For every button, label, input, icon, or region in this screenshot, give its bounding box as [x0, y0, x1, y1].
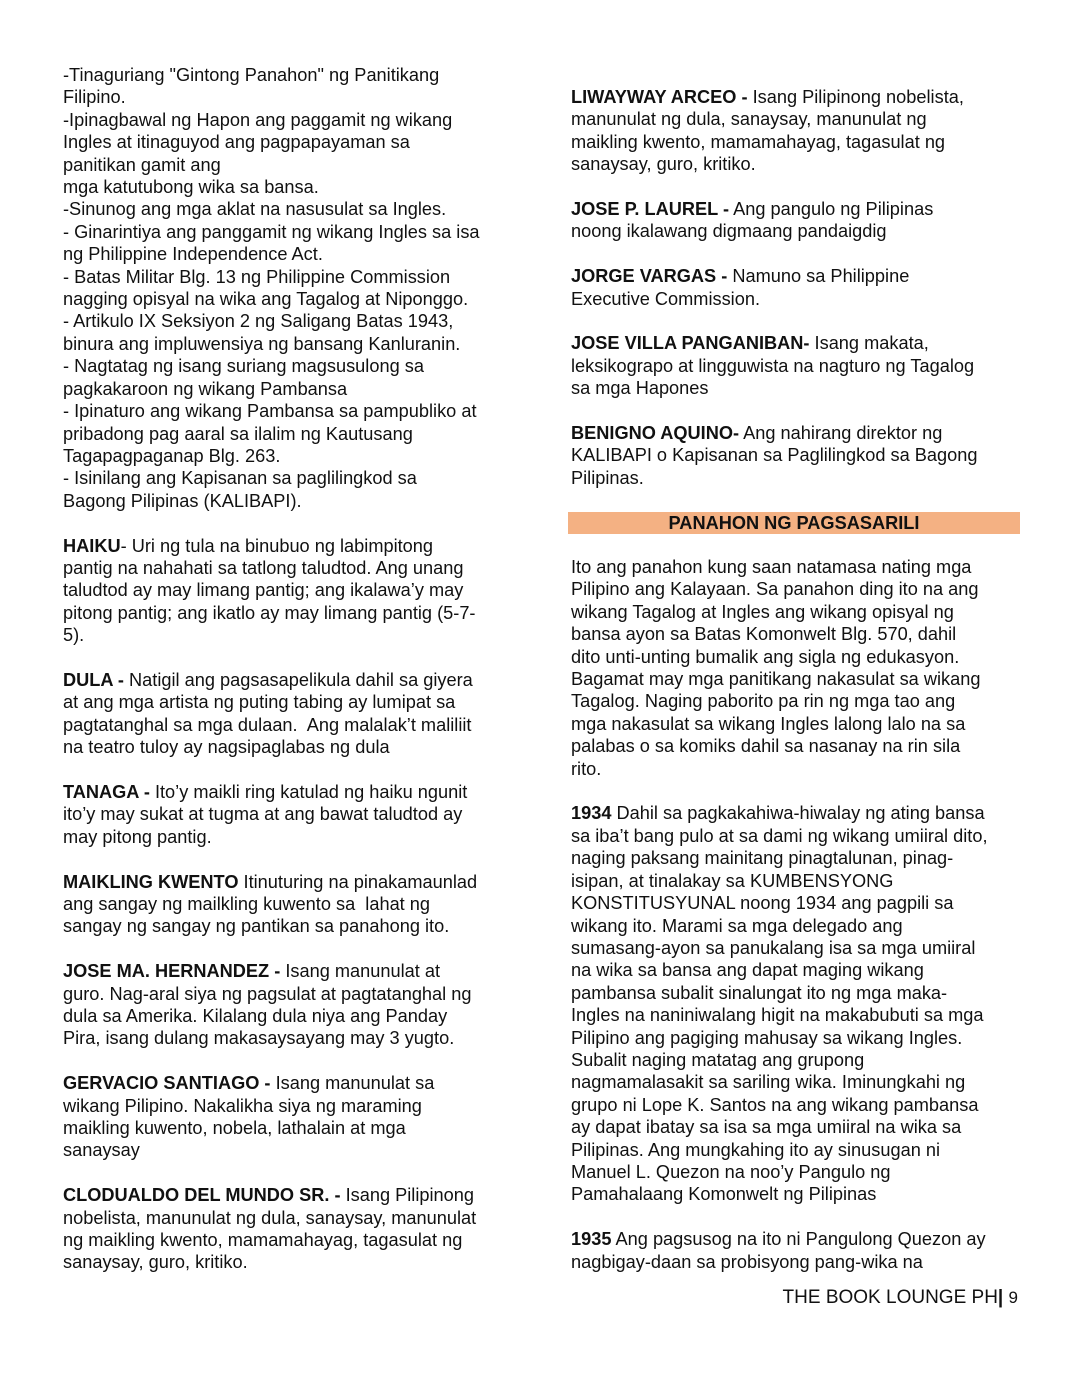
bullet-line: panitikan gamit ang: [63, 154, 221, 175]
entry-term: MAIKLING KWENTO: [63, 871, 239, 892]
entry-text: na wika sa bansa ang dapat maging wikang: [571, 960, 924, 981]
entry-text: Ang nahirang direktor ng: [743, 423, 943, 444]
entry-text: Isang Pilipinong nobelista,: [752, 87, 964, 107]
paragraph-gap: [63, 938, 513, 960]
footer-brand: THE BOOK LOUNGE PH: [782, 1287, 998, 1308]
entry-text: manunulat ng dula, sanaysay, manunulat ng: [571, 109, 927, 130]
bullet-line: Tagapagpaganap Blg. 263.: [63, 445, 281, 466]
paragraph-gap: [571, 780, 1019, 802]
text-entry: [63, 871, 513, 938]
entry-text: Isang manunulat sa: [275, 1073, 435, 1094]
text-line: palabas o sa komiks dahil sa nasanay na rin sila: [571, 736, 961, 757]
entry-term: TANAGA -: [63, 781, 150, 802]
entry-text: nobelista, manunulat ng dula, sanaysay, manunulat: [63, 1207, 477, 1228]
bullet-line: pribadong pag aaral sa ilalim ng Kautusang: [63, 423, 413, 444]
entry-text: taludtod ay may limang pantig; ang ikalawa’y may: [63, 580, 464, 601]
text-line: Tagalog. Naging paborito pa rin ng mga tao ang: [571, 691, 956, 712]
entry-text: Uri ng tula na binubuo ng labimpitong: [131, 535, 434, 556]
text-entry: [63, 781, 513, 848]
text-line: [571, 355, 1019, 377]
text-line: [571, 1116, 1019, 1138]
paragraph-gap: [571, 400, 1019, 422]
entry-text: Pamahalaang Komonwelt ng Pilipinas: [571, 1184, 877, 1205]
paragraph-gap: [63, 759, 513, 781]
bullet-line: nagging opisyal na wika ang Tagalog at Niponggo.: [63, 289, 469, 310]
entry-text: at ang mga artista ng puting tabing ay lumipat sa: [63, 692, 456, 713]
paragraph-gap: [571, 176, 1019, 198]
entry-text: na teatro tuloy ay nagsipaglabas ng dula: [63, 737, 390, 758]
entry-term: JOSE MA. HERNANDEZ -: [63, 961, 281, 982]
bullet-line: -Tinaguriang "Gintong Panahon" ng Panitikang: [63, 65, 440, 85]
text-line: [63, 871, 513, 893]
entry-text: Pilipinas.: [571, 467, 644, 488]
paragraph-gap: [63, 1162, 513, 1184]
paragraph-gap: [571, 1206, 1019, 1228]
text-line: [571, 959, 1019, 981]
text-line: [63, 1207, 513, 1229]
text-line: mga nakasulat sa wikang Ingles lalong lalo na sa: [571, 713, 966, 734]
text-line: [571, 288, 1019, 310]
entry-text: Subalit naging matatag ang grupong: [571, 1049, 865, 1070]
entry-term: DULA -: [63, 669, 124, 690]
text-line: [63, 714, 513, 736]
text-line: [63, 1184, 513, 1206]
bullet-line: mga katutubong wika sa bansa.: [63, 177, 319, 198]
text-line: [571, 1027, 1019, 1049]
text-line: [571, 467, 1019, 489]
text-entry: [571, 802, 1019, 1205]
entry-text: sa mga Hapones: [571, 378, 709, 399]
bullet-line: pagkakaroon ng wikang Pambansa: [63, 378, 348, 399]
text-line: [63, 826, 513, 848]
text-entry: [63, 535, 513, 647]
paragraph-gap: [571, 310, 1019, 332]
text-line: [63, 579, 513, 601]
entry-text: dula sa Amerika. Kilalang dula niya ang Panday: [63, 1005, 448, 1026]
entry-text: Executive Commission.: [571, 288, 761, 309]
text-line: [571, 1004, 1019, 1026]
paragraph-gap: [63, 512, 513, 534]
paragraph-gap: [571, 534, 1019, 556]
paragraph-gap: [571, 489, 1019, 511]
entry-text: Ingles na naniniwalang higit na makabubuti sa mga: [571, 1005, 984, 1026]
entry-text: Itinuturing na pinakamaunlad: [243, 871, 478, 892]
entry-text: maikling kuwento, nobela, lathalain at mga: [63, 1118, 406, 1138]
entry-text: Isang makata,: [814, 333, 929, 354]
entry-text: pitong pantig; ang ikatlo ay may limang pantig (5-7-: [63, 602, 476, 623]
entry-text: maikling kwento, mamamahayag, tagasulat ng: [571, 131, 946, 152]
text-line: [63, 1251, 513, 1273]
entry-separator: -: [120, 535, 132, 556]
entry-term: JOSE P. LAUREL -: [571, 199, 730, 220]
text-line: [63, 1117, 513, 1139]
bullet-line: Bagong Pilipinas (KALIBAPI).: [63, 490, 302, 511]
bullet-line: - Isinilang ang Kapisanan sa paglilingkod sa: [63, 468, 417, 489]
text-line: [63, 893, 513, 915]
entry-term: LIWAYWAY ARCEO -: [571, 87, 748, 107]
entry-text: sanaysay: [63, 1140, 140, 1161]
entry-text: may pitong pantig.: [63, 826, 212, 847]
entry-text: Pira, isang dulang makasaysayang may 3 yugto.: [63, 1028, 455, 1049]
bullet-line: Ingles at itinaguyod ang pagpapayaman sa: [63, 132, 410, 153]
bullet-line: - Batas Militar Blg. 13 ng Philippine Commission: [63, 266, 451, 287]
text-line: dito unti-unting bumalik ang sigla ng edukasyon.: [571, 646, 960, 667]
paragraph-gap: [571, 243, 1019, 265]
text-line: [571, 870, 1019, 892]
entry-term: JORGE VARGAS -: [571, 266, 728, 287]
text-line: [571, 108, 1019, 130]
text-line: [571, 377, 1019, 399]
entry-term: CLODUALDO DEL MUNDO SR. -: [63, 1185, 341, 1206]
text-line: [571, 153, 1019, 175]
bullet-line: - Ipinaturo ang wikang Pambansa sa pampubliko at: [63, 401, 477, 422]
bullet-line: -Ipinagbawal ng Hapon ang paggamit ng wikang: [63, 109, 453, 130]
entry-text: Ito’y maikli ring katulad ng haiku ngunit: [154, 781, 468, 802]
text-line: [571, 1094, 1019, 1116]
entry-text: sumasang-ayon sa panukalang isa sa mga umiiral: [571, 937, 976, 958]
text-line: [571, 1183, 1019, 1205]
text-line: [63, 602, 513, 624]
bullet-line: -Sinunog ang mga aklat na nasusulat sa Ingles.: [63, 199, 447, 220]
bullet-line: binura ang impluwensiya ng bansang Kanluranin.: [63, 333, 461, 354]
entry-term: BENIGNO AQUINO-: [571, 423, 740, 444]
entry-text: wikang ito. Marami sa mga delegado ang: [571, 915, 903, 936]
text-line: [571, 937, 1019, 959]
text-line: [571, 265, 1019, 287]
text-line: [63, 1139, 513, 1161]
entry-text: Pilipino ang pagiging mahusay sa wikang Ingles.: [571, 1027, 963, 1048]
text-entry: [571, 265, 1019, 310]
text-line: rito.: [571, 758, 602, 779]
entry-text: sa iba’t bang pulo at sa dami ng wikang umiiral dito,: [571, 825, 988, 846]
text-line: [571, 220, 1019, 242]
paragraph-gap: [63, 647, 513, 669]
entry-text: pambansa subalit sinalungat ito ng mga maka-: [571, 982, 948, 1003]
entry-text: wikang Pilipino. Nakalikha siya ng maraming: [63, 1095, 422, 1116]
page-number: 9: [1008, 1288, 1018, 1307]
entry-year: 1934: [571, 803, 612, 824]
text-line: [571, 422, 1019, 444]
entry-text: KALIBAPI o Kapisanan sa Paglilingkod sa Bagong: [571, 445, 978, 466]
text-line: [63, 669, 513, 691]
section-heading: PANAHON NG PAGSASARILI: [568, 512, 1020, 534]
entry-text: nagmamalasakit sa sariling wika. Iminungkahi ng: [571, 1072, 966, 1093]
text-line: Ito ang panahon kung saan natamasa nating mga: [571, 557, 972, 578]
paragraph-gap: [63, 848, 513, 870]
entry-text: Pilipinas. Ang mungkahing ito ay sinusugan ni: [571, 1139, 941, 1160]
entry-text: sanaysay, guro, kritiko.: [571, 154, 756, 175]
text-line: [63, 736, 513, 758]
text-entry: [571, 86, 1019, 176]
right-column: [571, 86, 1019, 1273]
entry-text: pantig na nahahati sa tatlong taludtod. Ang unang: [63, 557, 464, 578]
text-line: [63, 691, 513, 713]
entry-text: Isang Pilipinong: [345, 1185, 475, 1206]
entry-text: nagbigay-daan sa probisyong pang-wika na: [571, 1251, 923, 1272]
text-line: [63, 915, 513, 937]
paragraph-gap: [63, 1050, 513, 1072]
entry-text: Dahil sa pagkakahiwa-hiwalay ng ating bansa: [616, 803, 985, 824]
text-line: [571, 86, 1019, 108]
entry-text: KONSTITUSYUNAL noong 1934 ang pagpili sa: [571, 893, 954, 914]
entry-text: isipan, at tinalakay sa KUMBENSYONG: [571, 870, 894, 891]
bullet-line: ng Philippine Independence Act.: [63, 244, 323, 265]
text-line: [571, 131, 1019, 153]
text-line: [63, 1072, 513, 1094]
text-line: wikang Tagalog at Ingles ang wikang opisyal ng: [571, 601, 954, 622]
text-line: [63, 624, 513, 646]
entry-term: HAIKU: [63, 535, 121, 556]
section-intro: [571, 556, 1019, 780]
text-entry: [571, 1228, 1019, 1273]
text-line: [571, 1251, 1019, 1273]
text-line: [571, 825, 1019, 847]
text-entry: [63, 1184, 513, 1274]
entry-text: Isang manunulat at: [285, 961, 441, 982]
entry-year: 1935: [571, 1229, 612, 1250]
text-line: [63, 1005, 513, 1027]
text-line: Bagamat may mga panitikang nakasulat sa wikang: [571, 669, 981, 690]
text-line: [571, 1228, 1019, 1250]
entry-text: leksikograpo at lingguwista na nagturo ng Tagalog: [571, 355, 975, 376]
entry-text: sangay ng sangay ng pantikan sa panahong ito.: [63, 916, 450, 937]
text-line: [63, 1027, 513, 1049]
text-line: [571, 1139, 1019, 1161]
text-entry: [571, 198, 1019, 243]
text-line: [63, 781, 513, 803]
text-line: [63, 1229, 513, 1251]
entry-text: ng maikling kwento, mamamahayag, tagasulat ng: [63, 1230, 463, 1251]
text-line: [571, 1161, 1019, 1183]
text-line: [571, 332, 1019, 354]
entry-term: JOSE VILLA PANGANIBAN-: [571, 333, 810, 354]
bullet-line: - Artikulo IX Seksiyon 2 ng Saligang Batas 1943,: [63, 311, 454, 332]
text-line: [63, 983, 513, 1005]
entry-text: ito’y may sukat at tugma at ang bawat taludtod ay: [63, 804, 463, 825]
text-line: [571, 802, 1019, 824]
text-line: [63, 960, 513, 982]
intro-bullets: [63, 64, 513, 512]
entry-term: GERVACIO SANTIAGO -: [63, 1073, 271, 1094]
page-footer: [783, 1286, 1018, 1310]
text-entry: [63, 1072, 513, 1162]
text-entry: [63, 960, 513, 1050]
bullet-line: - Nagtatag ng isang suriang magsusulong sa: [63, 356, 424, 377]
entry-text: pagtatanghal sa mga dulaan. Ang malalak’t maliliit: [63, 714, 472, 735]
entry-text: sanaysay, guro, kritiko.: [63, 1252, 248, 1273]
text-line: [571, 1049, 1019, 1071]
text-line: [571, 1071, 1019, 1093]
entry-text: grupo ni Lope K. Santos na ang wikang pambansa: [571, 1094, 979, 1115]
entry-text: Ang pagsusog na ito ni Pangulong Quezon ay: [615, 1229, 986, 1250]
text-entry: [63, 669, 513, 759]
footer-separator: |: [997, 1287, 1004, 1308]
entry-text: ang sangay ng mailkling kuwento sa lahat ng: [63, 893, 431, 914]
text-line: [63, 557, 513, 579]
entry-text: ay dapat ibatay sa isa sa mga umiiral na wika sa: [571, 1117, 962, 1138]
entry-text: Ang pangulo ng Pilipinas: [733, 199, 934, 220]
text-line: [571, 198, 1019, 220]
text-line: [63, 1095, 513, 1117]
entry-text: Natigil ang pagsasapelikula dahil sa giyera: [129, 669, 473, 690]
text-line: [571, 915, 1019, 937]
text-line: Pilipino ang Kalayaan. Sa panahon ding ito na ang: [571, 579, 979, 600]
text-line: [63, 803, 513, 825]
entry-text: 5).: [63, 625, 85, 646]
entry-text: guro. Nag-aral siya ng pagsulat at pagtatanghal ng: [63, 983, 472, 1004]
text-line: [571, 847, 1019, 869]
text-line: bansa ayon sa Batas Komonwelt Blg. 570, dahil: [571, 624, 957, 645]
text-entry: [571, 332, 1019, 399]
text-line: [571, 982, 1019, 1004]
entry-text: Manuel L. Quezon na noo’y Pangulo ng: [571, 1161, 891, 1182]
bullet-line: - Ginarintiya ang panggamit ng wikang Ingles sa isa: [63, 221, 480, 242]
text-entry: [571, 422, 1019, 489]
text-line: [571, 444, 1019, 466]
text-line: [571, 892, 1019, 914]
left-column: [63, 64, 513, 1274]
entry-text: naging paksang mainitang pinagtalunan, pinag-: [571, 848, 954, 869]
bullet-line: Filipino.: [63, 87, 126, 108]
entry-text: Namuno sa Philippine: [732, 266, 910, 287]
entry-text: noong ikalawang digmaang pandaigdig: [571, 221, 887, 242]
text-line: [63, 535, 513, 557]
